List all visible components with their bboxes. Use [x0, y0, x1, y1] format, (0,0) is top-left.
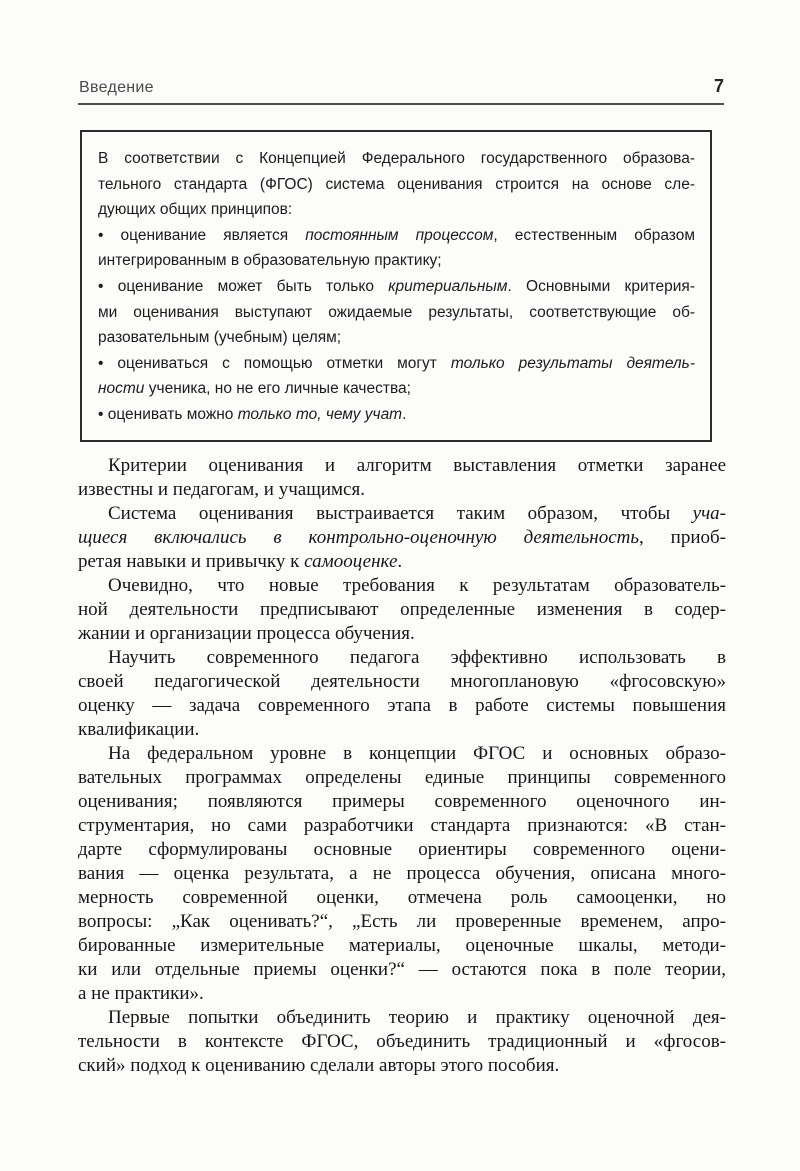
text-line: [78, 958, 726, 982]
body-text: [78, 454, 726, 1078]
text-run: ной деятельности предписывают определенные изменения в содер-: [78, 599, 726, 620]
text-line: [98, 146, 695, 172]
text-run: тельности в контексте ФГОС, объединить традиционный и «фгосов-: [78, 1031, 726, 1052]
italic-text-run: уча-: [692, 503, 726, 524]
body-paragraph: [78, 502, 726, 574]
header-rule: [78, 103, 724, 105]
principles-box: [80, 130, 712, 442]
body-paragraph: [78, 1006, 726, 1078]
italic-text-run: только результаты деятель-: [450, 354, 695, 372]
text-line: [98, 376, 695, 402]
italic-text-run: только то, чему учат: [237, 405, 403, 423]
text-line: [78, 886, 726, 910]
text-run: .: [397, 551, 403, 572]
text-run: струментария, но сами разработчики стандарта признаются: «В стан-: [78, 815, 726, 836]
text-run: бированные измерительные материалы, оценочные шкалы, методи-: [78, 935, 726, 956]
text-run: а не практики».: [78, 983, 204, 1004]
text-line: [98, 402, 695, 428]
text-line: [78, 646, 726, 670]
text-run: • оценивать можно: [98, 405, 238, 423]
text-line: [78, 862, 726, 886]
text-line: [78, 910, 726, 934]
page-header: [79, 76, 724, 97]
text-run: , естественным образом: [493, 226, 695, 244]
text-run: Критерии оценивания и алгоритм выставления отметки заранее: [108, 455, 726, 476]
text-line: [78, 982, 726, 1006]
text-run: На федеральном уровне в концепции ФГОС и основных образо-: [108, 743, 726, 764]
text-line: [98, 274, 695, 300]
text-run: мерность современной оценки, отмечена роль самооценки, но: [78, 887, 726, 908]
text-run: ки или отдельные приемы оценки?“ — остаются пока в поле теории,: [78, 959, 726, 980]
text-line: [78, 670, 726, 694]
text-line: [98, 325, 695, 351]
text-run: вания — оценка результата, а не процесса обучения, описана много-: [78, 863, 726, 884]
text-run: Первые попытки объединить теорию и практику оценочной дея-: [108, 1007, 726, 1028]
body-paragraph: [78, 454, 726, 502]
text-line: [78, 1030, 726, 1054]
text-line: [78, 934, 726, 958]
text-run: , приоб-: [639, 527, 726, 548]
text-line: [78, 526, 726, 550]
principles-box-paragraph: [98, 351, 695, 402]
text-run: интегрированным в образовательную практику;: [98, 252, 442, 270]
text-run: .: [402, 405, 407, 423]
text-line: [78, 574, 726, 598]
text-run: оценку — задача современного этапа в работе системы повышения: [78, 695, 726, 716]
text-line: [78, 598, 726, 622]
text-run: ученика, но не его личные качества;: [144, 380, 411, 398]
text-run: оценивания; появляются примеры современного оценочного ин-: [78, 791, 726, 812]
text-run: известны и педагогам, и учащимся.: [78, 479, 365, 500]
text-line: [78, 718, 726, 742]
text-run: В соответствии с Концепцией Федерального государственного образова-: [98, 150, 695, 167]
text-line: [78, 550, 726, 574]
text-line: [78, 814, 726, 838]
text-run: квалификации.: [78, 719, 200, 740]
body-paragraph: [78, 646, 726, 742]
text-line: [78, 502, 726, 526]
text-line: [98, 223, 695, 249]
italic-text-run: критериальным: [388, 277, 508, 295]
text-line: [98, 351, 695, 377]
text-run: разовательным (учебным) целям;: [98, 329, 342, 347]
text-run: • оценивание является: [98, 226, 306, 244]
italic-text-run: ности: [98, 380, 145, 398]
text-run: дующих общих принципов:: [98, 201, 293, 219]
text-line: [98, 248, 695, 274]
text-run: жании и организации процесса обучения.: [78, 623, 415, 644]
text-run: • оценивание может быть только: [98, 277, 389, 295]
text-line: [78, 742, 726, 766]
text-line: [78, 766, 726, 790]
text-run: ский» подход к оцениванию сделали авторы этого пособия.: [78, 1055, 560, 1076]
text-line: [98, 197, 695, 223]
body-paragraph: [78, 574, 726, 646]
text-run: тельного стандарта (ФГОС) система оценивания строится на основе сле-: [98, 175, 695, 193]
text-run: Очевидно, что новые требования к результатам образователь-: [108, 575, 726, 596]
text-line: [98, 172, 695, 198]
text-run: Научить современного педагога эффективно использовать в: [108, 647, 726, 668]
text-line: [78, 478, 726, 502]
text-run: вопросы: „Как оценивать?“, „Есть ли проверенные временем, апро-: [78, 911, 726, 932]
text-line: [78, 1054, 726, 1078]
body-paragraph: [78, 742, 726, 1006]
italic-text-run: постоянным процессом: [305, 226, 494, 244]
page-number: 7: [713, 76, 724, 96]
italic-text-run: самооценке: [304, 551, 398, 572]
running-head: Введение: [79, 79, 154, 96]
principles-box-paragraph: [98, 146, 695, 223]
text-run: • оцениваться с помощью отметки могут: [98, 354, 451, 372]
text-run: дарте сформулированы основные ориентиры современного оцени-: [78, 839, 726, 860]
principles-box-paragraph: [98, 274, 695, 351]
text-line: [78, 1006, 726, 1030]
text-run: вательных программах определены единые принципы современного: [78, 767, 726, 788]
text-run: ми оценивания выступают ожидаемые результаты, соответствующие об-: [98, 303, 695, 321]
text-line: [78, 790, 726, 814]
text-line: [78, 838, 726, 862]
text-run: . Основными критерия-: [507, 277, 695, 295]
text-run: Система оценивания выстраивается таким образом, чтобы: [108, 503, 693, 524]
text-run: своей педагогической деятельности многоплановую «фгосовскую»: [78, 671, 726, 692]
principles-box-paragraph: [98, 402, 695, 428]
principles-box-paragraph: [98, 223, 695, 274]
italic-text-run: щиеся включались в контрольно-оценочную деятельность: [78, 527, 640, 548]
text-line: [78, 622, 726, 646]
text-line: [98, 300, 695, 326]
text-line: [78, 694, 726, 718]
text-run: ретая навыки и привычку к: [78, 551, 305, 572]
text-line: [78, 454, 726, 478]
